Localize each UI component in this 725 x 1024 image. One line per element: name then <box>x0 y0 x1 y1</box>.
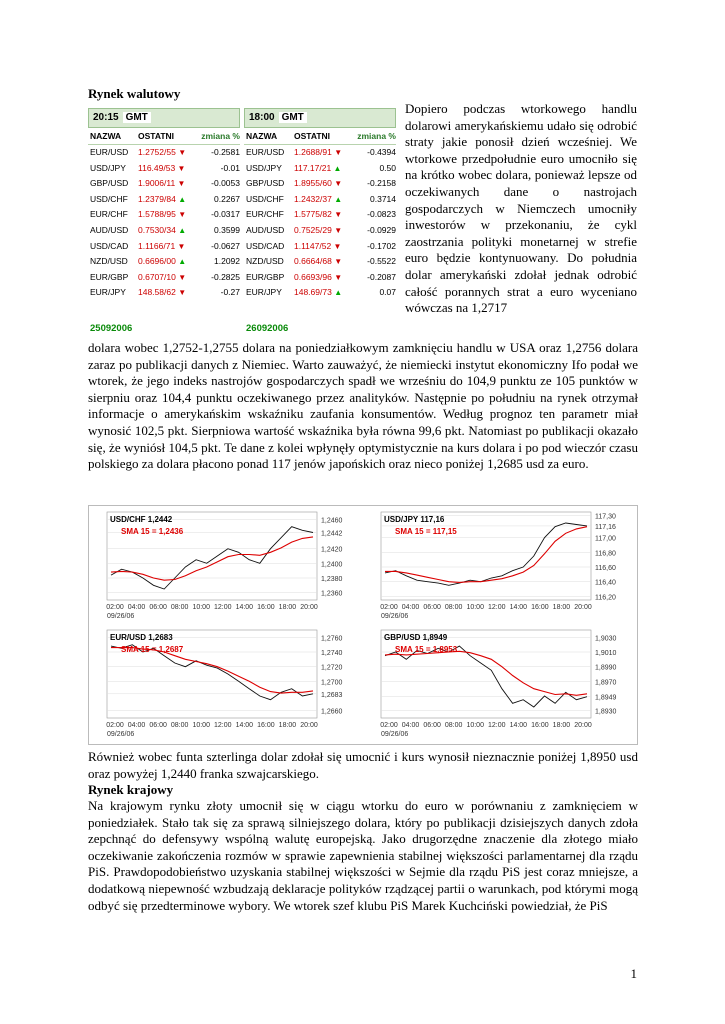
y-tick-label: 116,20 <box>595 594 616 602</box>
currency-tables <box>88 108 398 334</box>
pair-last: 1.8955/60 ▼ <box>294 178 343 189</box>
pair-last: 0.6664/68 ▼ <box>294 256 343 267</box>
pair-name: EUR/USD <box>90 147 129 157</box>
pair-name: EUR/CHF <box>246 209 284 220</box>
x-tick-label: 10:00 <box>466 604 484 611</box>
x-tick-label: 14:00 <box>235 604 254 611</box>
y-tick-label: 117,00 <box>595 535 616 543</box>
x-tick-label: 18:00 <box>552 604 571 611</box>
arrow-down-icon: ▼ <box>333 241 342 251</box>
pair-change: -0.5522 <box>367 256 396 267</box>
arrow-up-icon: ▲ <box>178 194 187 204</box>
table-row <box>244 192 396 208</box>
pair-name: USD/CHF <box>246 193 284 204</box>
table-row <box>88 239 240 255</box>
pair-change: -0.2087 <box>367 271 396 282</box>
x-tick-label: 20:00 <box>300 722 318 729</box>
chart-svg <box>365 626 637 744</box>
pair-change: -0.2158 <box>367 178 396 189</box>
x-tick-label: 14:00 <box>509 722 528 729</box>
x-tick-label: 08:00 <box>444 722 463 729</box>
x-tick-label: 16:00 <box>531 604 549 611</box>
x-tick-label: 18:00 <box>278 604 297 611</box>
chart-title: GBP/USD 1,8949 <box>384 633 448 642</box>
table-row <box>244 254 396 270</box>
col-last: OSTATNI <box>138 131 175 141</box>
chart-svg <box>365 508 637 626</box>
chart-svg <box>91 508 363 626</box>
pair-last: 1.2688/91 ▼ <box>294 147 343 157</box>
arrow-down-icon: ▼ <box>178 148 187 157</box>
col-last: OSTATNI <box>294 131 331 141</box>
table-left <box>88 108 240 334</box>
paragraph-krajowy: Na krajowym rynku złoty umocnił się w ciągu wtorku do euro w porównaniu z zamknięciem w poniedziałek. Stało tak się za sprawą silniejszego dolara, który po publikacji dzisiejszych danych zdoła zepchnąć do defensywy wspólną walutę europejską. Jako drugorzędne znaczenie dla złotego miało oczekiwanie zakończenia rozmów w sprawie zapewnienia stabilnej większości parlamentarnej dla rządu PiS. Prawdopodobieństwo uzyskania stabilnej większości w Sejmie dla rządu PiS jest coraz mniejsze, a dodatkową niepewność wzbudzają deklaracje polityków rządzącej partii o warunkach, pod którymi mogą odbyć się przedterminowe wybory. We wtorek szef klubu PiS Marek Kuchciński powiedział, że PiS <box>88 798 638 913</box>
y-tick-label: 1,2400 <box>321 561 343 569</box>
arrow-down-icon: ▼ <box>334 179 343 189</box>
table-row <box>244 161 396 177</box>
pair-change: -0.0929 <box>367 224 396 235</box>
table-left-zone: GMT <box>123 112 151 123</box>
pair-name: AUD/USD <box>90 224 129 235</box>
heading-rynek-walutowy: Rynek walutowy <box>88 86 181 101</box>
pair-change: -0.0627 <box>211 240 240 251</box>
x-tick-label: 02:00 <box>380 604 398 611</box>
arrow-down-icon: ▼ <box>334 257 343 267</box>
y-tick-label: 1,2460 <box>321 517 343 525</box>
col-change: zmiana % <box>357 131 396 141</box>
charts-panel <box>88 505 638 745</box>
pair-last: 1.9006/11 ▼ <box>138 178 186 189</box>
x-tick-label: 20:00 <box>300 604 318 611</box>
x-tick-label: 02:00 <box>106 722 124 729</box>
x-tick-label: 18:00 <box>552 722 571 729</box>
chart-svg <box>91 626 363 744</box>
table-right-header <box>244 108 396 128</box>
y-tick-label: 1,2760 <box>321 635 343 643</box>
y-tick-label: 116,60 <box>595 565 616 572</box>
x-tick-label: 12:00 <box>488 604 506 611</box>
table-row <box>244 176 396 192</box>
pair-name: USD/JPY <box>246 162 282 173</box>
pair-change: 1.2092 <box>214 256 240 267</box>
y-tick-label: 1,2720 <box>321 664 343 672</box>
pair-name: USD/CAD <box>246 240 285 251</box>
table-left-columns <box>88 128 240 145</box>
table-row <box>244 239 396 255</box>
x-tick-label: 10:00 <box>192 604 210 611</box>
table-row <box>88 254 240 270</box>
pair-name: EUR/GBP <box>246 271 285 282</box>
table-row <box>88 285 240 301</box>
arrow-up-icon: ▲ <box>334 288 343 298</box>
table-row <box>88 161 240 177</box>
pair-name: USD/CHF <box>90 193 128 204</box>
pair-change: -0.2581 <box>211 147 240 157</box>
pair-name: EUR/USD <box>246 147 285 157</box>
pair-change: -0.27 <box>220 287 240 298</box>
arrow-up-icon: ▲ <box>178 225 187 235</box>
x-tick-label: 04:00 <box>127 722 146 729</box>
pair-change: 0.2267 <box>214 193 240 204</box>
pair-change: -0.01 <box>220 162 240 173</box>
table-row <box>88 192 240 208</box>
pair-last: 1.1147/52 ▼ <box>294 240 342 251</box>
x-tick-label: 14:00 <box>235 722 254 729</box>
table-row <box>244 145 396 161</box>
x-tick-label: 20:00 <box>574 722 592 729</box>
x-tick-label: 02:00 <box>106 604 124 611</box>
arrow-down-icon: ▼ <box>334 148 343 157</box>
x-tick-label: 12:00 <box>214 604 232 611</box>
pair-last: 0.7530/34 ▲ <box>138 224 187 235</box>
pair-last: 1.5788/95 ▼ <box>138 209 187 220</box>
x-tick-label: 06:00 <box>149 722 167 729</box>
chart-title: EUR/USD 1,2683 <box>110 633 173 642</box>
arrow-down-icon: ▼ <box>334 225 343 235</box>
table-row <box>88 207 240 223</box>
plot-area <box>381 630 591 718</box>
y-tick-label: 1,2380 <box>321 576 343 583</box>
chart-date: 09/26/06 <box>107 613 135 620</box>
arrow-up-icon: ▲ <box>178 257 187 267</box>
pair-change: -0.4394 <box>367 147 396 157</box>
arrow-down-icon: ▼ <box>177 163 186 173</box>
arrow-down-icon: ▼ <box>334 272 343 282</box>
pair-name: NZD/USD <box>246 256 284 267</box>
sma-label: SMA 15 = 1,2436 <box>121 527 184 536</box>
chart-date: 09/26/06 <box>107 731 135 738</box>
pair-change: 0.3714 <box>370 193 396 204</box>
x-tick-label: 06:00 <box>423 722 441 729</box>
col-name: NAZWA <box>90 131 122 141</box>
y-tick-label: 117,30 <box>595 513 616 521</box>
chart-gbpusd <box>365 626 637 744</box>
pair-change: -0.0053 <box>211 178 240 189</box>
pair-name: USD/CAD <box>90 240 129 251</box>
pair-last: 1.2752/55 ▼ <box>138 147 187 157</box>
y-tick-label: 1,9030 <box>595 635 617 643</box>
pair-change: -0.1702 <box>367 240 396 251</box>
y-tick-label: 116,80 <box>595 550 616 558</box>
pair-last: 1.5775/82 ▼ <box>294 209 343 220</box>
col-name: NAZWA <box>246 131 278 141</box>
pair-name: EUR/CHF <box>90 209 128 220</box>
pair-name: AUD/USD <box>246 224 285 235</box>
chart-usdjpy <box>365 508 637 626</box>
pair-change: 0.50 <box>379 162 396 173</box>
table-row <box>88 176 240 192</box>
y-tick-label: 117,16 <box>595 523 616 531</box>
x-tick-label: 16:00 <box>257 604 275 611</box>
pair-change: 0.3599 <box>214 224 240 235</box>
chart-title: USD/CHF 1,2442 <box>110 515 173 524</box>
x-tick-label: 08:00 <box>444 604 463 611</box>
pair-last: 116.49/53 ▼ <box>138 162 186 173</box>
table-row <box>244 285 396 301</box>
heading-rynek-krajowy: Rynek krajowy <box>88 782 174 797</box>
x-tick-label: 08:00 <box>170 604 189 611</box>
y-tick-label: 1,2360 <box>321 590 343 598</box>
chart-usdchf <box>91 508 363 626</box>
plot-area <box>107 630 317 718</box>
x-tick-label: 04:00 <box>401 722 420 729</box>
arrow-up-icon: ▲ <box>334 194 343 204</box>
chart-date: 09/26/06 <box>381 731 409 738</box>
y-tick-label: 1,2740 <box>321 650 343 657</box>
x-tick-label: 12:00 <box>488 722 506 729</box>
table-right-time: 18:00 <box>249 112 275 123</box>
chart-title: USD/JPY 117,16 <box>384 515 445 524</box>
pair-change: 0.07 <box>379 287 396 298</box>
table-right-columns <box>244 128 396 145</box>
table-left-time: 20:15 <box>93 112 119 123</box>
x-tick-label: 10:00 <box>466 722 484 729</box>
pair-last: 117.17/21 ▲ <box>294 162 342 173</box>
y-tick-label: 1,2683 <box>321 691 343 699</box>
arrow-down-icon: ▼ <box>178 288 187 298</box>
arrow-down-icon: ▼ <box>178 272 187 282</box>
table-left-header <box>88 108 240 128</box>
pair-last: 1.2432/37 ▲ <box>294 193 343 204</box>
table-row <box>244 270 396 286</box>
table-left-date: 25092006 <box>90 323 133 334</box>
pair-last: 148.58/62 ▼ <box>138 287 187 298</box>
x-tick-label: 16:00 <box>531 722 549 729</box>
y-tick-label: 1,9010 <box>595 650 617 657</box>
x-tick-label: 02:00 <box>380 722 398 729</box>
paragraph-intro-cont: dolara wobec 1,2752-1,2755 dolara na poniedziałkowym zamknięciu handlu w USA oraz 1,2756 dolara zaraz po publikacji danych z Niemiec. Warto zauważyć, że niemiecki instytut ekonomiczny Ifo podał we wtorek, że jego indeks nastrojów gospodarczych spadł we wrześniu do 104,9 punktu ze 105 punktów w sierpniu oraz 104,4 punktu oczekiwanego przez analityków. Następnie po południu na rynek otrzymał informacje o amerykańskim wskaźniku zaufania konsumentów. Według prognoz ten parametr miał wynosić 102,5 pkt. Sierpniowa wartość wskaźnika była równa 99,6 pkt. Natomiast po publikacji okazało się, że wyniósł 104,5 pkt. Te dane z kolei wpłynęły optymistycznie na kurs dolara i po pod wieczór czasu polskiego za dolara płacono ponad 117 jenów japońskich oraz nieco poniżej 1,2685 usd za euro. <box>88 340 638 472</box>
pair-last: 0.6696/00 ▲ <box>138 256 187 267</box>
pair-name: EUR/JPY <box>246 287 282 298</box>
y-tick-label: 1,8970 <box>595 679 617 687</box>
plot-area <box>107 512 317 600</box>
y-tick-label: 1,8930 <box>595 708 617 716</box>
x-tick-label: 08:00 <box>170 722 189 729</box>
pair-last: 0.6693/96 ▼ <box>294 271 343 282</box>
arrow-up-icon: ▲ <box>333 163 342 173</box>
pair-last: 148.69/73 ▲ <box>294 287 343 298</box>
chart-date: 09/26/06 <box>381 613 409 620</box>
paragraph-funt: Również wobec funta szterlinga dolar zdołał się umocnić i kurs wynosił nieznacznie poniżej 1,8950 usd oraz powyżej 1,2440 franka szwajcarskiego. <box>88 749 638 781</box>
x-tick-label: 04:00 <box>401 604 420 611</box>
pair-last: 1.1166/71 ▼ <box>138 240 186 251</box>
pair-name: GBP/USD <box>90 178 129 189</box>
pair-name: GBP/USD <box>246 178 285 189</box>
y-tick-label: 1,2442 <box>321 530 343 538</box>
table-right-date: 26092006 <box>246 323 289 334</box>
table-right <box>244 108 396 334</box>
x-tick-label: 06:00 <box>423 604 441 611</box>
x-tick-label: 10:00 <box>192 722 210 729</box>
sma-label: SMA 15 = 1,8953 <box>395 645 458 654</box>
x-tick-label: 16:00 <box>257 722 275 729</box>
arrow-down-icon: ▼ <box>178 210 187 220</box>
pair-name: EUR/GBP <box>90 271 129 282</box>
table-row <box>88 223 240 239</box>
pair-name: USD/JPY <box>90 162 126 173</box>
x-tick-label: 18:00 <box>278 722 297 729</box>
x-tick-label: 12:00 <box>214 722 232 729</box>
table-row <box>244 223 396 239</box>
x-tick-label: 14:00 <box>509 604 528 611</box>
arrow-down-icon: ▼ <box>334 210 343 220</box>
table-row <box>244 207 396 223</box>
y-tick-label: 1,8949 <box>595 694 617 702</box>
pair-last: 1.2379/84 ▲ <box>138 193 187 204</box>
pair-last: 0.6707/10 ▼ <box>138 271 187 282</box>
y-tick-label: 1,2420 <box>321 546 343 554</box>
x-tick-label: 20:00 <box>574 604 592 611</box>
chart-eurusd <box>91 626 363 744</box>
sma-label: SMA 15 = 117,15 <box>395 527 457 536</box>
pair-last: 0.7525/29 ▼ <box>294 224 343 235</box>
pair-name: NZD/USD <box>90 256 128 267</box>
y-tick-label: 1,2700 <box>321 679 343 687</box>
y-tick-label: 116,40 <box>595 579 616 587</box>
x-tick-label: 06:00 <box>149 604 167 611</box>
pair-change: -0.2825 <box>211 271 240 282</box>
page-number: 1 <box>630 966 637 981</box>
table-row <box>88 270 240 286</box>
table-row <box>88 145 240 161</box>
arrow-down-icon: ▼ <box>177 179 186 189</box>
x-tick-label: 04:00 <box>127 604 146 611</box>
sma-label: SMA 15 = 1,2687 <box>121 645 184 654</box>
pair-name: EUR/JPY <box>90 287 126 298</box>
arrow-down-icon: ▼ <box>177 241 186 251</box>
y-tick-label: 1,8990 <box>595 664 617 672</box>
pair-change: -0.0317 <box>211 209 240 220</box>
col-change: zmiana % <box>201 131 240 141</box>
paragraph-intro: Dopiero podczas wtorkowego handlu dolarowi amerykańskiemu udało się odrobić straty jakie ponosił dzień wcześniej. We wtorkowe przedpołudnie euro umocniło się na krótko wobec dolara, ponieważ lepsze od oczekiwanych dane o nastrojach gospodarczych w Niemczech umocniły inwestorów w przekonaniu, że cykl zaostrzania polityki monetarnej w strefie euro będzie kontynuowany. Do południa dolar amerykański zdołał jednak odrobić całość porannych strat a euro wyceniano wówczas na 1,2717 <box>405 101 637 316</box>
y-tick-label: 1,2660 <box>321 708 343 716</box>
table-right-zone: GMT <box>279 112 307 123</box>
pair-change: -0.0823 <box>367 209 396 220</box>
